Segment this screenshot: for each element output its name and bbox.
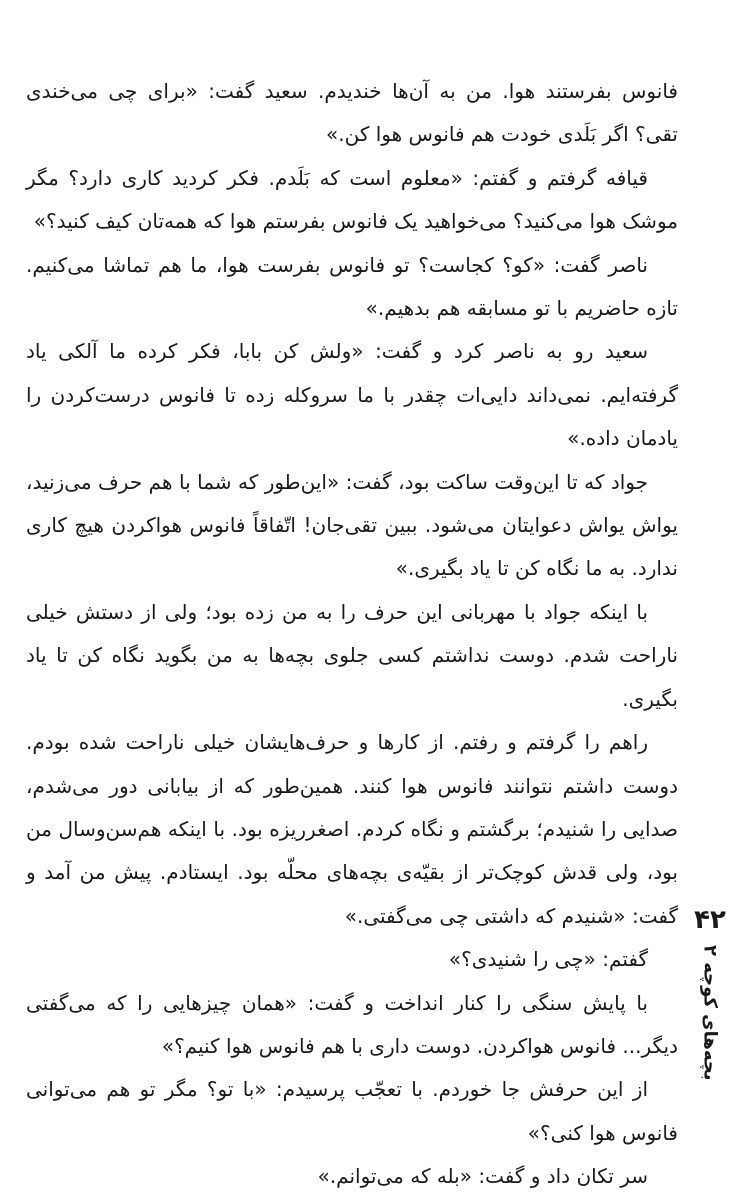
running-title: بچه‌های کوچه ۲ <box>699 945 721 1081</box>
paragraph-10: از این حرفش جا خوردم. با تعجّب پرسیدم: «با تو؟ مگر تو هم می‌توانی فانوس هوا کنی؟» <box>26 1077 678 1145</box>
paragraph-3: ناصر گفت: «کو؟ کجاست؟ تو فانوس بفرست هوا، ما هم تماشا می‌کنیم. تازه حاضریم با تو مسابقه هم بدهیم.» <box>26 252 678 321</box>
page-margin <box>690 905 730 1125</box>
paragraph-6: با اینکه جواد با مهربانی این حرف را به من زده بود؛ ولی از دستش خیلی ناراحت شدم. دوست نداشتم کسی جلوی بچه‌ها به من بگوید نگاه کن تا یاد بگیری. <box>26 599 678 711</box>
paragraph-9: با پایش سنگی را کنار انداخت و گفت: «همان چیزهایی را که می‌گفتی دیگر... فانوس هواکردن. دوست داری با هم فانوس هوا کنیم؟» <box>26 990 678 1058</box>
paragraph-2: قیافه گرفتم و گفتم: «معلوم است که بَلَدم. فکر کردید کاری دارد؟ مگر موشک هوا می‌کنید؟ می‌خواهید یک فانوس بفرستم هوا که همه‌تان کیف کنید؟» <box>26 165 678 234</box>
page-number: ۴۲ <box>694 905 726 935</box>
paragraph-4: سعید رو به ناصر کرد و گفت: «ولش کن بابا، فکر کرده ما آلکی یاد گرفته‌ایم. نمی‌داند دایی‌ات چقدر با ما سروکله زده تا فانوس درست‌کردن را یادمان داده.» <box>26 339 678 451</box>
paragraph-11: سر تکان داد و گفت: «بله که می‌توانم.» <box>317 1164 648 1189</box>
paragraph-8: گفتم: «چی را شنیدی؟» <box>448 947 648 972</box>
paragraph-7: راهم را گرفتم و رفتم. از کارها و حرف‌هایشان خیلی ناراحت شده بودم. دوست داشتم نتوانند فانوس هوا کنند. همین‌طور که از بیابانی دور می‌شدم، صدایی را شنیدم؛ برگشتم و نگاه کردم. اصغرریزه بود. با اینکه هم‌سن‌وسال من بود، ولی قدش کوچک‌تر از بقیّه‌ی بچه‌های محلّه بود. ایستادم. پیش من آمد و گفت: «شنیدم که داشتی چی می‌گفتی.» <box>26 730 678 928</box>
body-text <box>26 70 678 1199</box>
paragraph-1: فانوس بفرستند هوا. من به آن‌ها خندیدم. سعید گفت: «برای چی می‌خندی تقی؟ اگر بَلَدی خودت هم فانوس هوا کن.» <box>26 79 678 147</box>
paragraph-5: جواد که تا این‌وقت ساکت بود، گفت: «این‌طور که شما با هم حرف می‌زنید، یواش یواش دعوایتان می‌شود. ببین تقی‌جان! اتّفاقاً فانوس هواکردن هیچ کاری ندارد. به ما نگاه کن تا یاد بگیری.» <box>26 469 678 581</box>
